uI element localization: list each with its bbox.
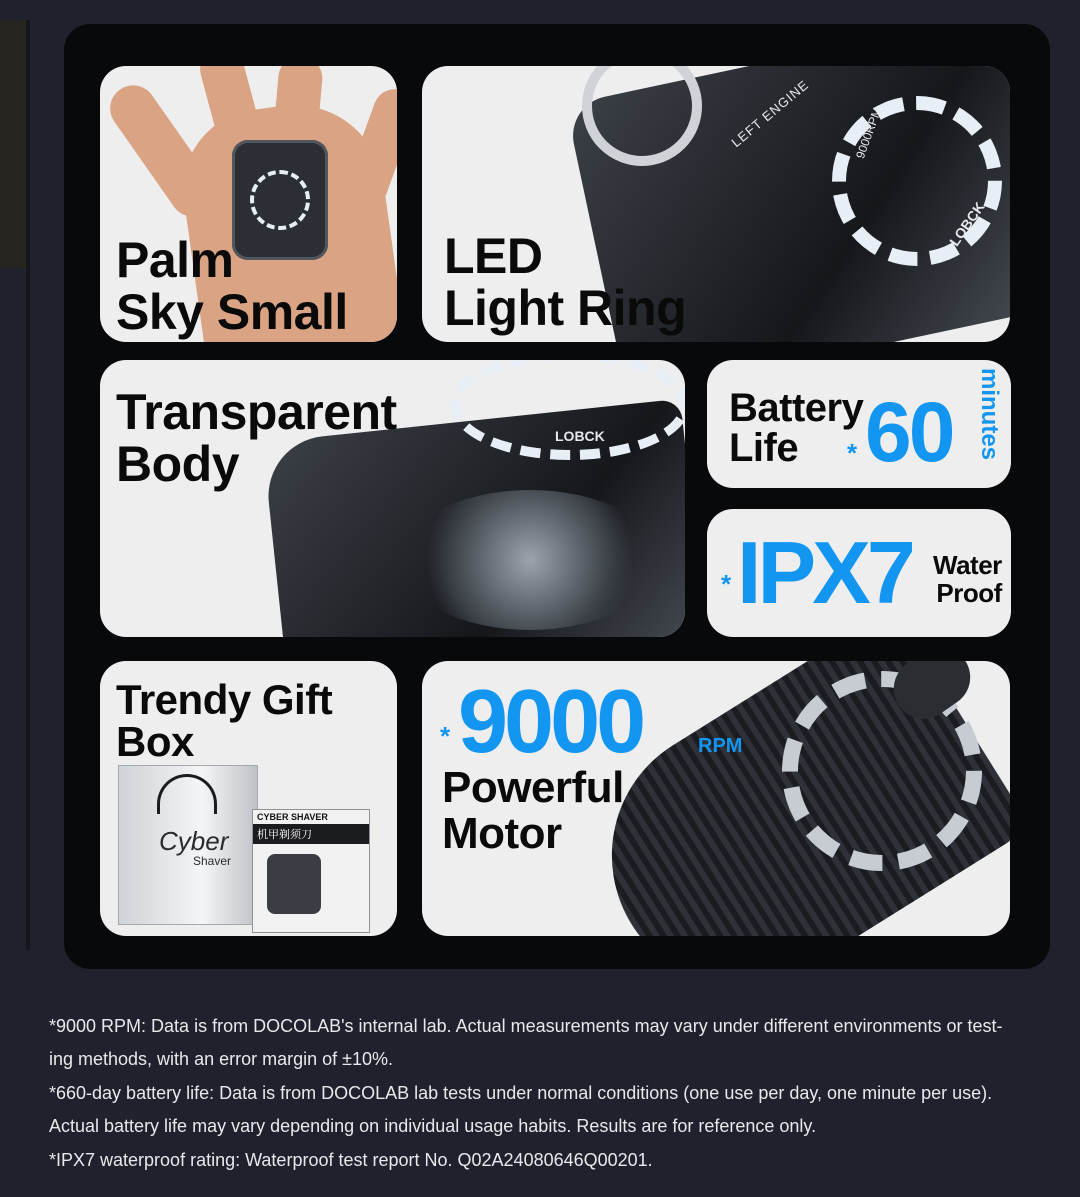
bag-logo-text: Cyber — [159, 826, 229, 856]
battery-label: Battery Life — [729, 386, 864, 470]
footnote-rpm-cont: ing methods, with an error margin of ±10%. — [49, 1049, 394, 1070]
card-title: Palm Sky Small — [116, 232, 348, 340]
battery-value: 60 — [865, 385, 953, 479]
card-title: LED Light Ring — [444, 228, 687, 336]
card-title: Powerful Motor — [442, 763, 624, 858]
card-palm-size — [100, 66, 397, 342]
left-engine-label: LEFT ENGINE — [728, 76, 812, 151]
rpm-label: 9000RPM — [852, 105, 885, 161]
card-transparent-body — [100, 360, 685, 637]
gift-bag-image — [118, 765, 258, 925]
led-ring-icon — [832, 96, 1002, 266]
circuit-board-image — [400, 490, 660, 630]
footnote-asterisk: * — [440, 721, 451, 751]
feature-panel — [64, 24, 1050, 969]
footnote-battery-cont: Actual battery life may vary depending on individual usage habits. Results are for reference only. — [49, 1116, 817, 1137]
footnote-asterisk: * — [847, 438, 858, 468]
card-gift-box — [100, 661, 397, 936]
box-device-icon — [267, 854, 321, 914]
battery-unit: minutes — [976, 368, 1003, 461]
left-edge-shade — [0, 20, 26, 268]
brand-label: LOBCK — [555, 428, 605, 444]
light-ring-icon — [250, 170, 310, 230]
gift-box-image — [252, 809, 370, 933]
left-edge-line — [26, 20, 30, 950]
motor-rpm-unit: RPM — [698, 735, 743, 757]
brand-label: LOBCK — [946, 199, 988, 249]
bag-logo-subtext: Shaver — [193, 854, 232, 868]
card-battery-life — [707, 360, 1011, 488]
footnotes — [49, 1010, 1049, 1177]
waterproof-label: Water Proof — [933, 550, 1002, 608]
card-title: Transparent Body — [116, 384, 397, 492]
box-header-text: CYBER SHAVER — [257, 812, 328, 822]
footnote-asterisk: * — [721, 569, 732, 599]
card-led-light-ring — [422, 66, 1010, 342]
bag-handle-icon — [157, 774, 217, 814]
box-title-text: 机甲剃须刀 — [253, 824, 369, 844]
footnote-ipx7: *IPX7 waterproof rating: Waterproof test report No. Q02A24080646Q00201. — [49, 1149, 653, 1170]
card-ipx7 — [707, 509, 1011, 637]
card-powerful-motor — [422, 661, 1010, 936]
footnote-rpm: *9000 RPM: Data is from DOCOLAB's internal lab. Actual measurements may vary under different environments or test- — [49, 1016, 1003, 1036]
card-title: Trendy Gift Box — [116, 676, 333, 765]
ipx7-value: IPX7 — [737, 523, 912, 622]
footnote-battery: *660-day battery life: Data is from DOCOLAB lab tests under normal conditions (one use per day, one minute per use). — [49, 1082, 993, 1103]
motor-rpm-value: 9000 — [458, 672, 643, 772]
